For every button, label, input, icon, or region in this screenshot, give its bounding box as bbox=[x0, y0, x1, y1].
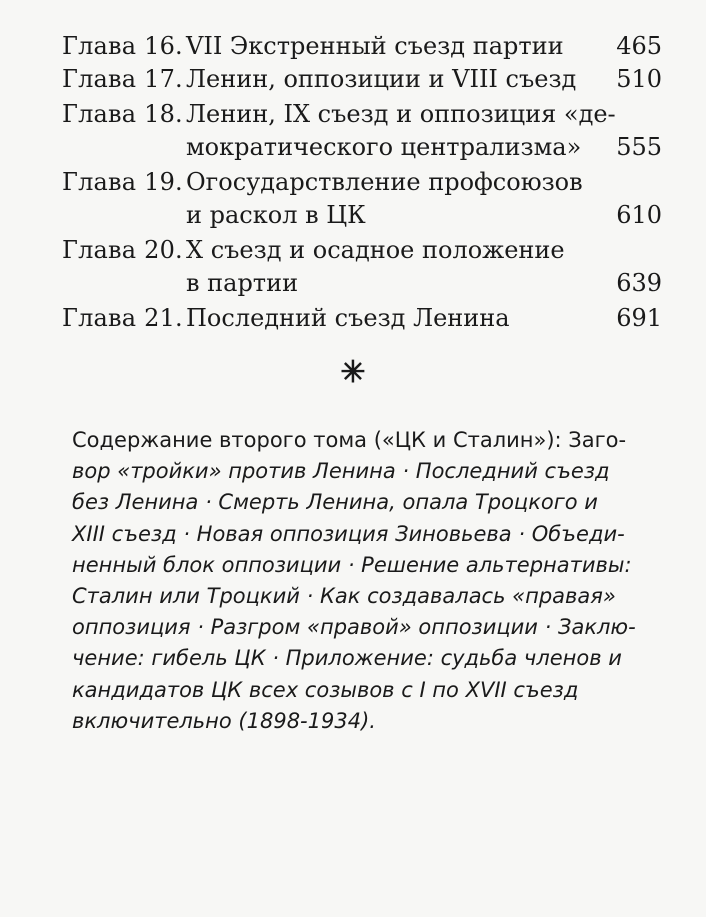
chapter-number: Глава 20. bbox=[62, 236, 183, 264]
toc-entry-continuation bbox=[62, 199, 662, 232]
contents-line: Содержание второго тома («ЦК и Сталин»): Заго- bbox=[72, 428, 627, 452]
chapter-title-continuation: и раскол в ЦК bbox=[186, 201, 366, 229]
contents-line: включительно (1898-1934). bbox=[72, 708, 376, 733]
contents-line: без Ленина · Смерть Ленина, опала Троцкого и bbox=[72, 490, 598, 515]
toc-entry bbox=[62, 166, 662, 199]
toc-entry bbox=[62, 302, 662, 335]
chapter-title: VII Экстренный съезд партии bbox=[186, 32, 564, 60]
contents-line: XIII съезд · Новая оппозиция Зиновьева · Объеди- bbox=[72, 521, 625, 546]
page-number: 555 bbox=[616, 133, 662, 161]
page-number: 465 bbox=[616, 32, 662, 60]
toc-entry bbox=[62, 63, 662, 96]
toc-entry-continuation bbox=[62, 267, 662, 300]
toc-entry bbox=[62, 98, 662, 131]
contents-line: вор «тройки» против Ленина · Последний съезд bbox=[72, 459, 610, 484]
chapter-title: Последний съезд Ленина bbox=[186, 304, 510, 332]
contents-line: Сталин или Троцкий · Как создавалась «правая» bbox=[72, 584, 616, 609]
page-number: 610 bbox=[616, 201, 662, 229]
contents-line: кандидатов ЦК всех созывов с I по XVII съезд bbox=[72, 677, 579, 702]
page-number: 691 bbox=[616, 304, 662, 332]
toc-entry-continuation bbox=[62, 131, 662, 164]
second-volume-contents bbox=[72, 425, 672, 737]
chapter-number: Глава 21. bbox=[62, 304, 183, 332]
chapter-number: Глава 18. bbox=[62, 100, 183, 128]
chapter-title: X съезд и осадное положение bbox=[186, 236, 565, 264]
chapter-title: Ленин, IX съезд и оппозиция «де- bbox=[186, 100, 616, 128]
chapter-number: Глава 17. bbox=[62, 65, 183, 93]
chapter-number: Глава 19. bbox=[62, 168, 183, 196]
chapter-number: Глава 16. bbox=[62, 32, 183, 60]
asterisk-separator-icon: ✳ bbox=[340, 355, 366, 390]
page-number: 510 bbox=[616, 65, 662, 93]
contents-line: оппозиция · Разгром «правой» оппозиции · Заклю- bbox=[72, 615, 636, 640]
contents-line: чение: гибель ЦК · Приложение: судьба членов и bbox=[72, 646, 622, 671]
page-number: 639 bbox=[616, 269, 662, 297]
chapter-title-continuation: в партии bbox=[186, 269, 299, 297]
chapter-title: Огосударствление профсоюзов bbox=[186, 168, 583, 196]
table-of-contents bbox=[62, 30, 662, 335]
toc-entry bbox=[62, 30, 662, 63]
chapter-title-continuation: мократического централизма» bbox=[186, 133, 582, 161]
chapter-title: Ленин, оппозиции и VIII съезд bbox=[186, 65, 577, 93]
toc-entry bbox=[62, 234, 662, 267]
contents-line: ненный блок оппозиции · Решение альтернативы: bbox=[72, 552, 632, 577]
